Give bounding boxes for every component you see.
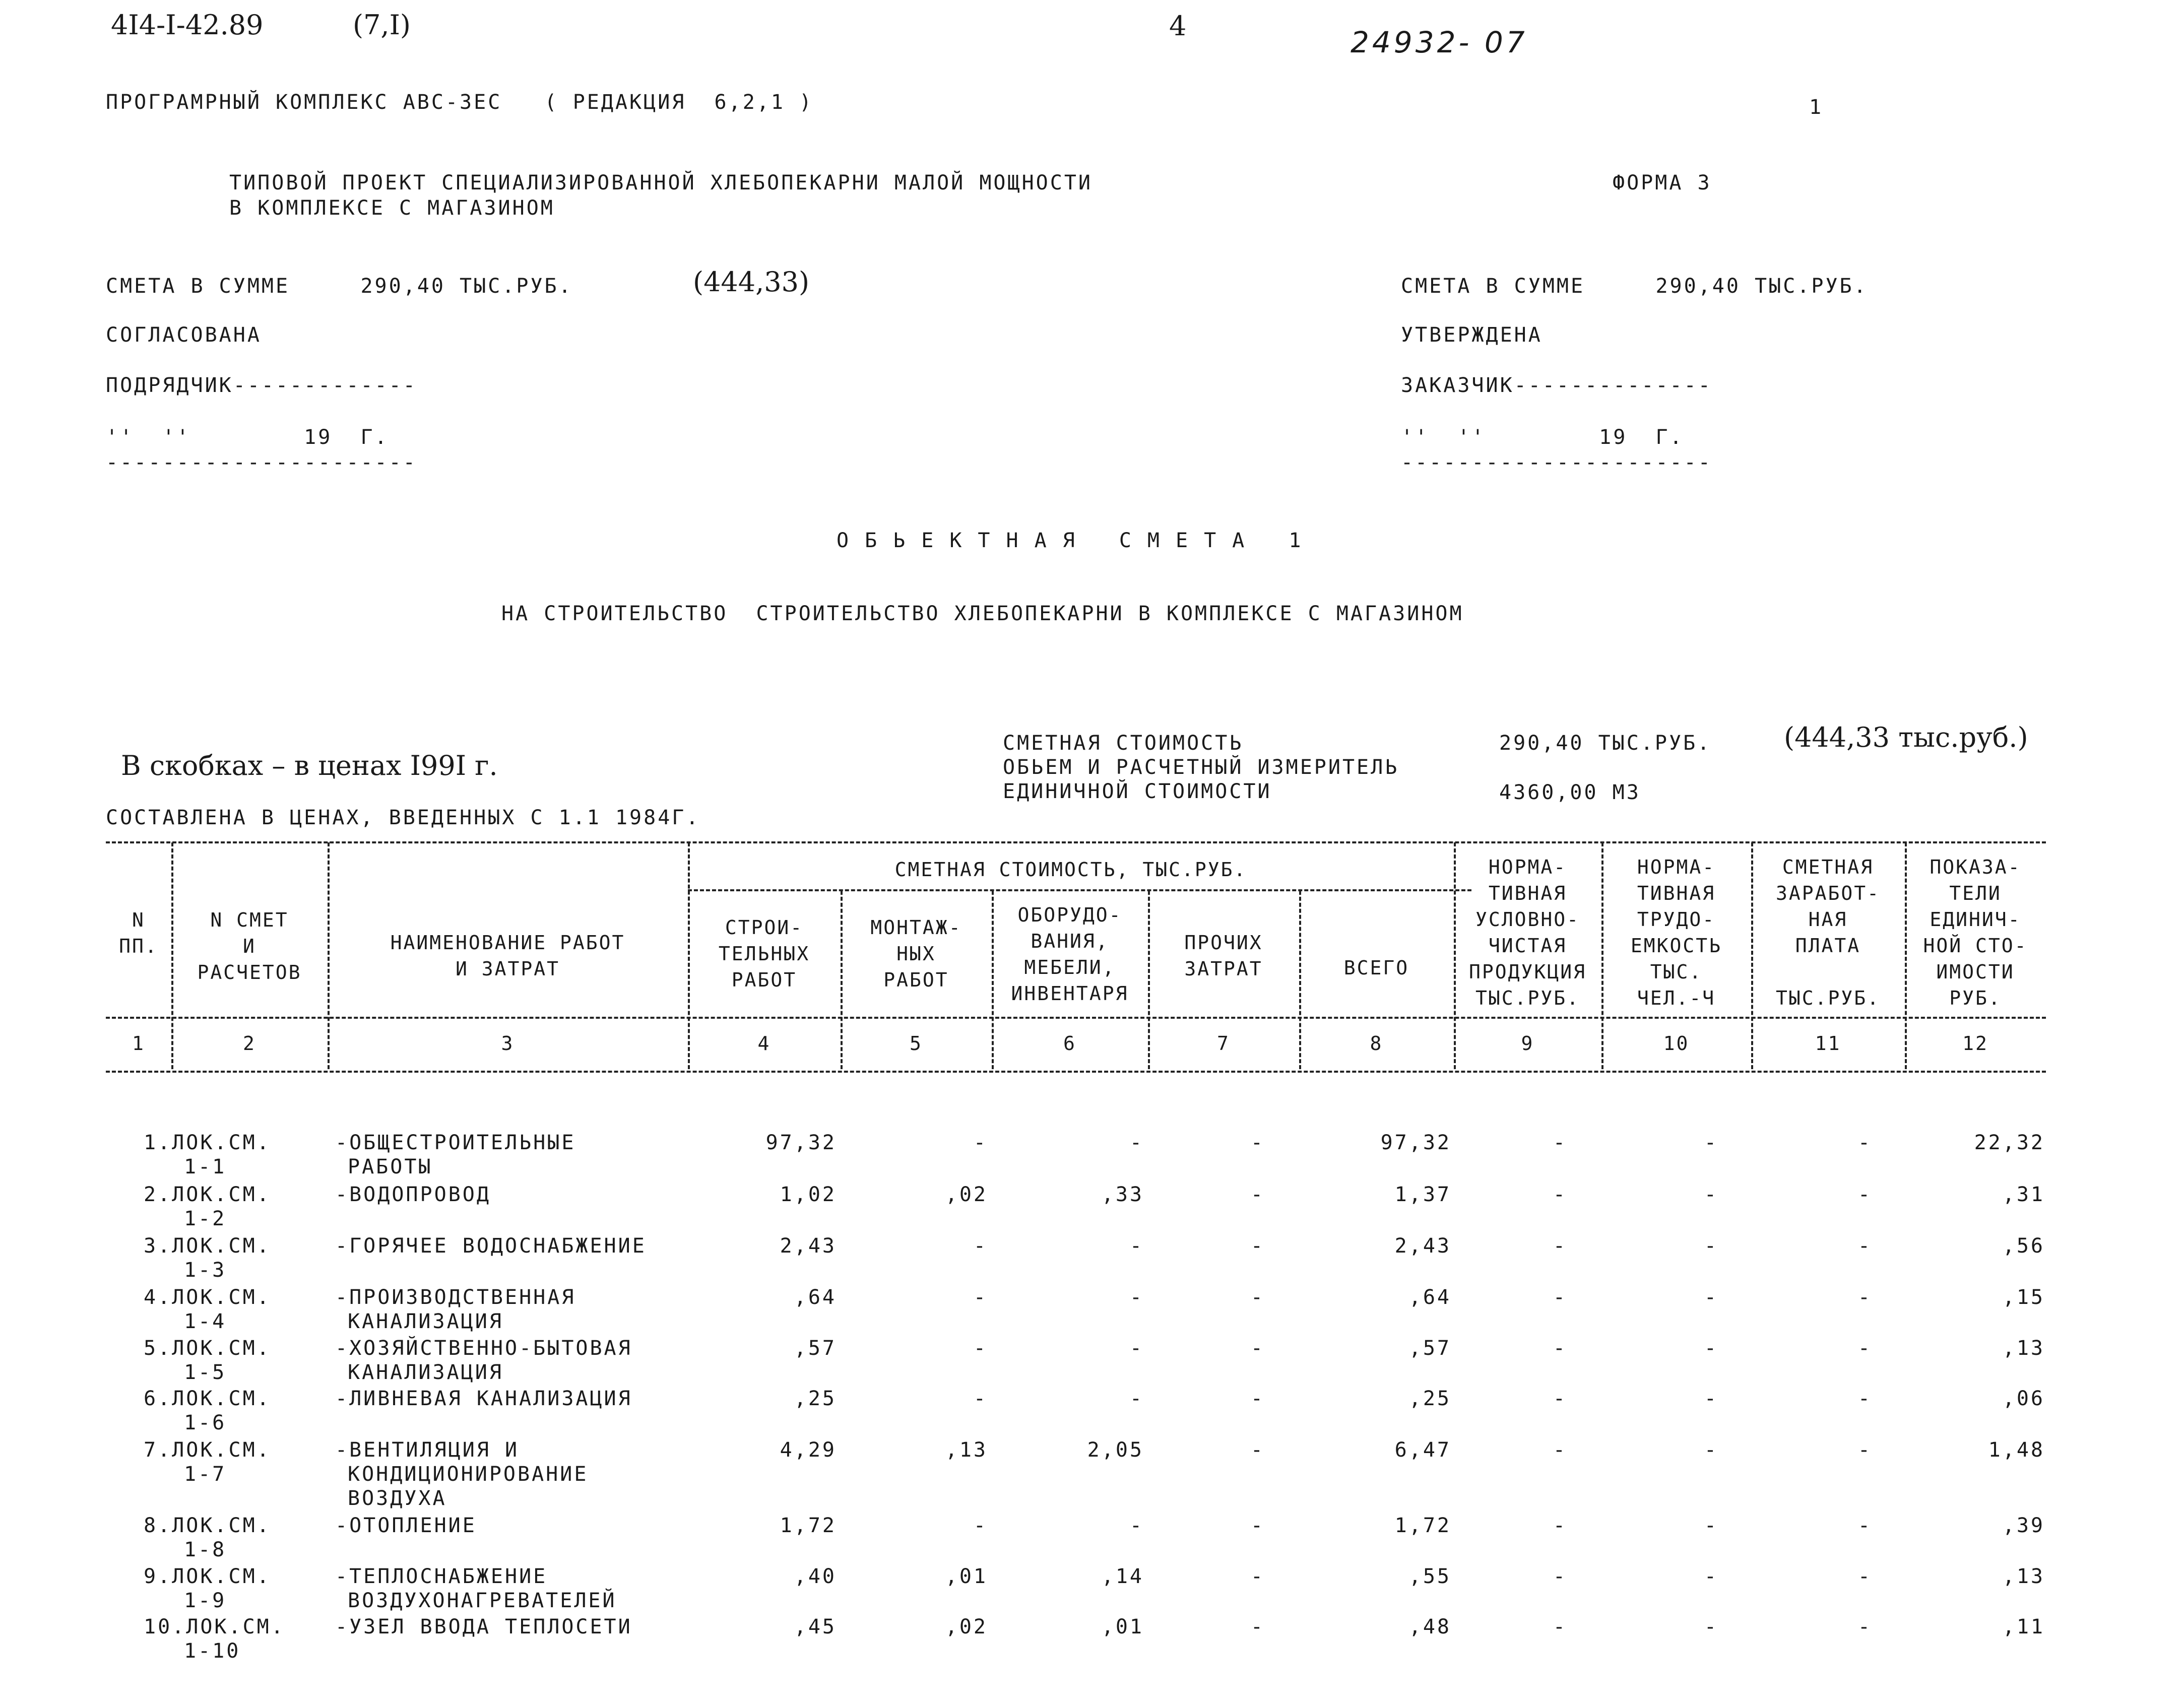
row-name: -ТЕПЛОСНАБЖЕНИЕ <box>335 1565 548 1588</box>
left-sum-1991: (444,33) <box>693 266 810 298</box>
row-value-c9: - <box>1553 1286 1567 1309</box>
row-name-cont: КОНДИЦИОНИРОВАНИЕ <box>348 1463 589 1486</box>
row-value-c12: ,39 <box>2002 1514 2045 1537</box>
row-ref-sub: 1-1 <box>184 1155 227 1178</box>
row-value-build: ,25 <box>794 1387 837 1410</box>
row-value-build: 2,43 <box>780 1234 837 1258</box>
row-value-c11: - <box>1857 1183 1872 1206</box>
row-value-mount: ,02 <box>945 1183 988 1206</box>
left-agreed: СОГЛАСОВАНА <box>106 323 262 347</box>
row-value-c10: - <box>1704 1286 1718 1309</box>
column-number-rule <box>106 1071 2046 1073</box>
row-ref-sub: 1-7 <box>184 1463 227 1486</box>
row-value-build: 97,32 <box>765 1131 837 1154</box>
row-value-c12: 22,32 <box>1974 1131 2045 1154</box>
row-value-equip: 2,05 <box>1087 1438 1144 1462</box>
row-value-mount: - <box>973 1387 988 1410</box>
col-number: 12 <box>1962 1032 1988 1055</box>
prices-basis: СОСТАВЛЕНА В ЦЕНАХ, ВВЕДЕННЫХ С 1.1 1984Г. <box>106 806 700 829</box>
cost-label-3: ЕДИНИЧНОЙ СТОИМОСТИ <box>1003 780 1272 803</box>
row-value-c11: - <box>1857 1565 1872 1588</box>
col-header-9: НОРМА- ТИВНАЯ УСЛОВНО- ЧИСТАЯ ПРОДУКЦИЯ ТЫС.РУБ. <box>1469 856 1586 1009</box>
row-value-equip: - <box>1129 1514 1144 1537</box>
row-value-c12: ,15 <box>2002 1286 2045 1309</box>
row-value-c11: - <box>1857 1286 1872 1309</box>
row-ref-sub: 1-3 <box>184 1259 227 1282</box>
row-value-c12: ,56 <box>2002 1234 2045 1258</box>
row-name-cont: ВОЗДУХА <box>348 1487 447 1510</box>
row-value-build: ,57 <box>794 1337 837 1360</box>
col-header-8: ВСЕГО <box>1343 957 1409 979</box>
row-value-c9: - <box>1553 1514 1567 1537</box>
row-value-equip: - <box>1129 1286 1144 1309</box>
row-name: -ПРОИЗВОДСТВЕННАЯ <box>335 1286 576 1309</box>
row-value-c10: - <box>1704 1337 1718 1360</box>
col-number: 9 <box>1521 1032 1534 1055</box>
row-value-build: 4,29 <box>780 1438 837 1462</box>
row-value-c11: - <box>1857 1615 1872 1638</box>
row-value-total: ,57 <box>1408 1337 1451 1360</box>
row-value-mount: ,13 <box>945 1438 988 1462</box>
row-value-other: - <box>1250 1615 1265 1638</box>
cost-label-2: ОБЬЕМ И РАСЧЕТНЫЙ ИЗМЕРИТЕЛЬ <box>1003 756 1399 779</box>
volume-value: 4360,00 М3 <box>1499 781 1641 804</box>
col-header-7: ПРОЧИХ ЗАТРАТ <box>1184 932 1263 980</box>
row-value-build: 1,72 <box>780 1514 837 1537</box>
row-name: -ВОДОПРОВОД <box>335 1183 491 1206</box>
row-value-equip: - <box>1129 1131 1144 1154</box>
row-value-c12: ,13 <box>2002 1565 2045 1588</box>
col-header-12: ПОКАЗА- ТЕЛИ ЕДИНИЧ- НОЙ СТО- ИМОСТИ РУБ. <box>1923 856 2028 1009</box>
row-value-equip: ,14 <box>1101 1565 1144 1588</box>
row-ref-sub: 1-4 <box>184 1310 227 1333</box>
cost-value: 290,40 ТЫС.РУБ. <box>1499 732 1712 755</box>
row-value-c9: - <box>1553 1387 1567 1410</box>
col-number: 6 <box>1063 1032 1076 1055</box>
col-header-10: НОРМА- ТИВНАЯ ТРУДО- ЕМКОСТЬ ТЫС. ЧЕЛ.-Ч <box>1630 856 1722 1009</box>
row-value-build: ,40 <box>794 1565 837 1588</box>
row-ref: 1.ЛОК.СМ. <box>144 1131 271 1154</box>
row-ref: 2.ЛОК.СМ. <box>144 1183 271 1206</box>
col-number: 3 <box>501 1032 515 1055</box>
software-line: ПРОГРАМРНЫЙ КОМПЛЕКС АВС-ЗЕС ( РЕДАКЦИЯ 6,2,1 ) <box>106 91 814 114</box>
right-underline: ---------------------- <box>1401 451 1712 474</box>
row-value-total: ,25 <box>1408 1387 1451 1410</box>
row-value-c11: - <box>1857 1131 1872 1154</box>
col-number: 11 <box>1815 1032 1841 1055</box>
sheet-number: 1 <box>1809 96 1824 119</box>
row-value-c12: ,13 <box>2002 1337 2045 1360</box>
row-value-other: - <box>1250 1286 1265 1309</box>
row-value-total: 6,47 <box>1394 1438 1451 1462</box>
estimate-subtitle: НА СТРОИТЕЛЬСТВО СТРОИТЕЛЬСТВО ХЛЕБОПЕКАРНИ В КОМПЛЕКСЕ С МАГАЗИНОМ <box>501 602 1464 625</box>
row-ref: 7.ЛОК.СМ. <box>144 1438 271 1462</box>
col-header-3: НАИМЕНОВАНИЕ РАБОТ И ЗАТРАТ <box>390 932 625 980</box>
row-ref: 6.ЛОК.СМ. <box>144 1387 271 1410</box>
row-value-mount: - <box>973 1286 988 1309</box>
col-number: 1 <box>132 1032 145 1055</box>
row-value-equip: - <box>1129 1234 1144 1258</box>
row-value-other: - <box>1250 1183 1265 1206</box>
project-title-line2: В КОМПЛЕКСЕ С МАГАЗИНОМ <box>229 196 555 220</box>
row-value-other: - <box>1250 1565 1265 1588</box>
row-value-equip: ,01 <box>1101 1615 1144 1638</box>
row-value-total: 97,32 <box>1380 1131 1451 1154</box>
row-value-c9: - <box>1553 1337 1567 1360</box>
row-value-other: - <box>1250 1131 1265 1154</box>
row-value-c11: - <box>1857 1234 1872 1258</box>
row-value-c11: - <box>1857 1387 1872 1410</box>
row-name-cont: ВОЗДУХОНАГРЕВАТЕЛЕЙ <box>348 1589 617 1612</box>
row-value-build: ,64 <box>794 1286 837 1309</box>
row-value-c10: - <box>1704 1183 1718 1206</box>
row-value-mount: - <box>973 1131 988 1154</box>
col-number: 8 <box>1370 1032 1383 1055</box>
page-number: 4 <box>1169 10 1187 42</box>
row-value-other: - <box>1250 1387 1265 1410</box>
row-value-mount: - <box>973 1337 988 1360</box>
row-value-build: 1,02 <box>780 1183 837 1206</box>
row-value-c11: - <box>1857 1337 1872 1360</box>
row-value-c10: - <box>1704 1234 1718 1258</box>
row-value-total: ,64 <box>1408 1286 1451 1309</box>
col-header-2: N СМЕТ И РАСЧЕТОВ <box>197 909 302 983</box>
col-header-1: N ПП. <box>119 909 158 957</box>
col-number: 4 <box>757 1032 771 1055</box>
row-ref-sub: 1-6 <box>184 1411 227 1434</box>
row-ref-sub: 1-9 <box>184 1589 227 1612</box>
row-value-other: - <box>1250 1514 1265 1537</box>
row-name: -ВЕНТИЛЯЦИЯ И <box>335 1438 520 1462</box>
right-customer: ЗАКАЗЧИК-------------- <box>1401 374 1712 397</box>
col-number: 7 <box>1217 1032 1230 1055</box>
row-name-cont: КАНАЛИЗАЦИЯ <box>348 1310 503 1333</box>
right-date: '' '' 19 Г. <box>1401 426 1684 449</box>
left-contractor: ПОДРЯДЧИК------------- <box>106 374 417 397</box>
row-value-c9: - <box>1553 1615 1567 1638</box>
header-bottom-rule <box>106 1017 2046 1019</box>
row-value-c10: - <box>1704 1387 1718 1410</box>
row-ref-sub: 1-2 <box>184 1207 227 1230</box>
estimate-title: ОБЬЕКТНАЯ СМЕТА 1 <box>837 529 1317 552</box>
col-number: 10 <box>1663 1032 1690 1055</box>
row-ref-sub: 1-5 <box>184 1361 227 1384</box>
row-value-c9: - <box>1553 1438 1567 1462</box>
row-ref: 9.ЛОК.СМ. <box>144 1565 271 1588</box>
col-number: 2 <box>243 1032 256 1055</box>
row-value-other: - <box>1250 1234 1265 1258</box>
row-ref: 3.ЛОК.СМ. <box>144 1234 271 1258</box>
col-header-6: ОБОРУДО- ВАНИЯ, МЕБЕЛИ, ИНВЕНТАРЯ <box>1011 904 1129 1005</box>
row-ref-sub: 1-8 <box>184 1538 227 1561</box>
row-value-equip: - <box>1129 1337 1144 1360</box>
prices-1991-note: В скобках – в ценах I99I г. <box>121 750 498 781</box>
document-part: (7,I) <box>353 9 411 41</box>
row-value-c11: - <box>1857 1514 1872 1537</box>
row-ref: 5.ЛОК.СМ. <box>144 1337 271 1360</box>
col-header-11: СМЕТНАЯ ЗАРАБОТ- НАЯ ПЛАТА ТЫС.РУБ. <box>1775 856 1881 1009</box>
row-value-total: 2,43 <box>1394 1234 1451 1258</box>
row-ref: 8.ЛОК.СМ. <box>144 1514 271 1537</box>
row-value-equip: - <box>1129 1387 1144 1410</box>
row-ref: 4.ЛОК.СМ. <box>144 1286 271 1309</box>
row-value-total: ,48 <box>1408 1615 1451 1638</box>
row-value-c10: - <box>1704 1131 1718 1154</box>
row-value-total: ,55 <box>1408 1565 1451 1588</box>
table-top-rule <box>106 841 2046 843</box>
left-underline: ---------------------- <box>106 451 417 474</box>
row-value-mount: - <box>973 1234 988 1258</box>
cost-value-1991: (444,33 тыс.руб.) <box>1784 721 2028 753</box>
handwritten-number: 24932- 07 <box>1351 25 1528 59</box>
row-name: -ОБЩЕСТРОИТЕЛЬНЫЕ <box>335 1131 576 1154</box>
col-header-5: МОНТАЖ- НЫХ РАБОТ <box>870 916 962 991</box>
left-sum: СМЕТА В СУММЕ 290,40 ТЫС.РУБ. <box>106 275 573 298</box>
right-sum: СМЕТА В СУММЕ 290,40 ТЫС.РУБ. <box>1401 275 1868 298</box>
row-value-c12: ,31 <box>2002 1183 2045 1206</box>
row-name-cont: РАБОТЫ <box>348 1155 433 1178</box>
row-name: -УЗЕЛ ВВОДА ТЕПЛОСЕТИ <box>335 1615 632 1638</box>
row-name: -ОТОПЛЕНИЕ <box>335 1514 477 1537</box>
row-value-c9: - <box>1553 1234 1567 1258</box>
group-header-rule <box>688 889 1471 891</box>
row-value-mount: - <box>973 1514 988 1537</box>
form-label: ФОРМА 3 <box>1613 171 1712 194</box>
row-ref: 10.ЛОК.СМ. <box>144 1615 285 1638</box>
row-value-build: ,45 <box>794 1615 837 1638</box>
cost-label-1: СМЕТНАЯ СТОИМОСТЬ <box>1003 732 1244 755</box>
row-value-c11: - <box>1857 1438 1872 1462</box>
row-value-c10: - <box>1704 1565 1718 1588</box>
row-value-c12: ,11 <box>2002 1615 2045 1638</box>
left-date: '' '' 19 Г. <box>106 426 389 449</box>
row-value-other: - <box>1250 1337 1265 1360</box>
document-code: 4I4-I-42.89 <box>111 9 264 41</box>
row-value-mount: ,01 <box>945 1565 988 1588</box>
project-title-line1: ТИПОВОЙ ПРОЕКТ СПЕЦИАЛИЗИРОВАННОЙ ХЛЕБОПЕКАРНИ МАЛОЙ МОЩНОСТИ <box>229 171 1093 194</box>
row-value-mount: ,02 <box>945 1615 988 1638</box>
row-value-c9: - <box>1553 1565 1567 1588</box>
row-value-equip: ,33 <box>1101 1183 1144 1206</box>
row-value-c10: - <box>1704 1438 1718 1462</box>
row-value-c9: - <box>1553 1131 1567 1154</box>
row-value-c10: - <box>1704 1615 1718 1638</box>
row-ref-sub: 1-10 <box>184 1639 241 1663</box>
row-value-c12: ,06 <box>2002 1387 2045 1410</box>
row-name-cont: КАНАЛИЗАЦИЯ <box>348 1361 503 1384</box>
row-value-other: - <box>1250 1438 1265 1462</box>
row-name: -ХОЗЯЙСТВЕННО-БЫТОВАЯ <box>335 1337 632 1360</box>
row-value-c10: - <box>1704 1514 1718 1537</box>
row-value-c9: - <box>1553 1183 1567 1206</box>
row-value-c12: 1,48 <box>1988 1438 2045 1462</box>
col-header-4: СТРОИ- ТЕЛЬНЫХ РАБОТ <box>718 916 810 991</box>
row-name: -ЛИВНЕВАЯ КАНАЛИЗАЦИЯ <box>335 1387 632 1410</box>
group-header: СМЕТНАЯ СТОИМОСТЬ, ТЫС.РУБ. <box>894 859 1247 881</box>
col-number: 5 <box>910 1032 923 1055</box>
right-approved: УТВЕРЖДЕНА <box>1401 323 1543 347</box>
row-name: -ГОРЯЧЕЕ ВОДОСНАБЖЕНИЕ <box>335 1234 647 1258</box>
row-value-total: 1,37 <box>1394 1183 1451 1206</box>
row-value-total: 1,72 <box>1394 1514 1451 1537</box>
